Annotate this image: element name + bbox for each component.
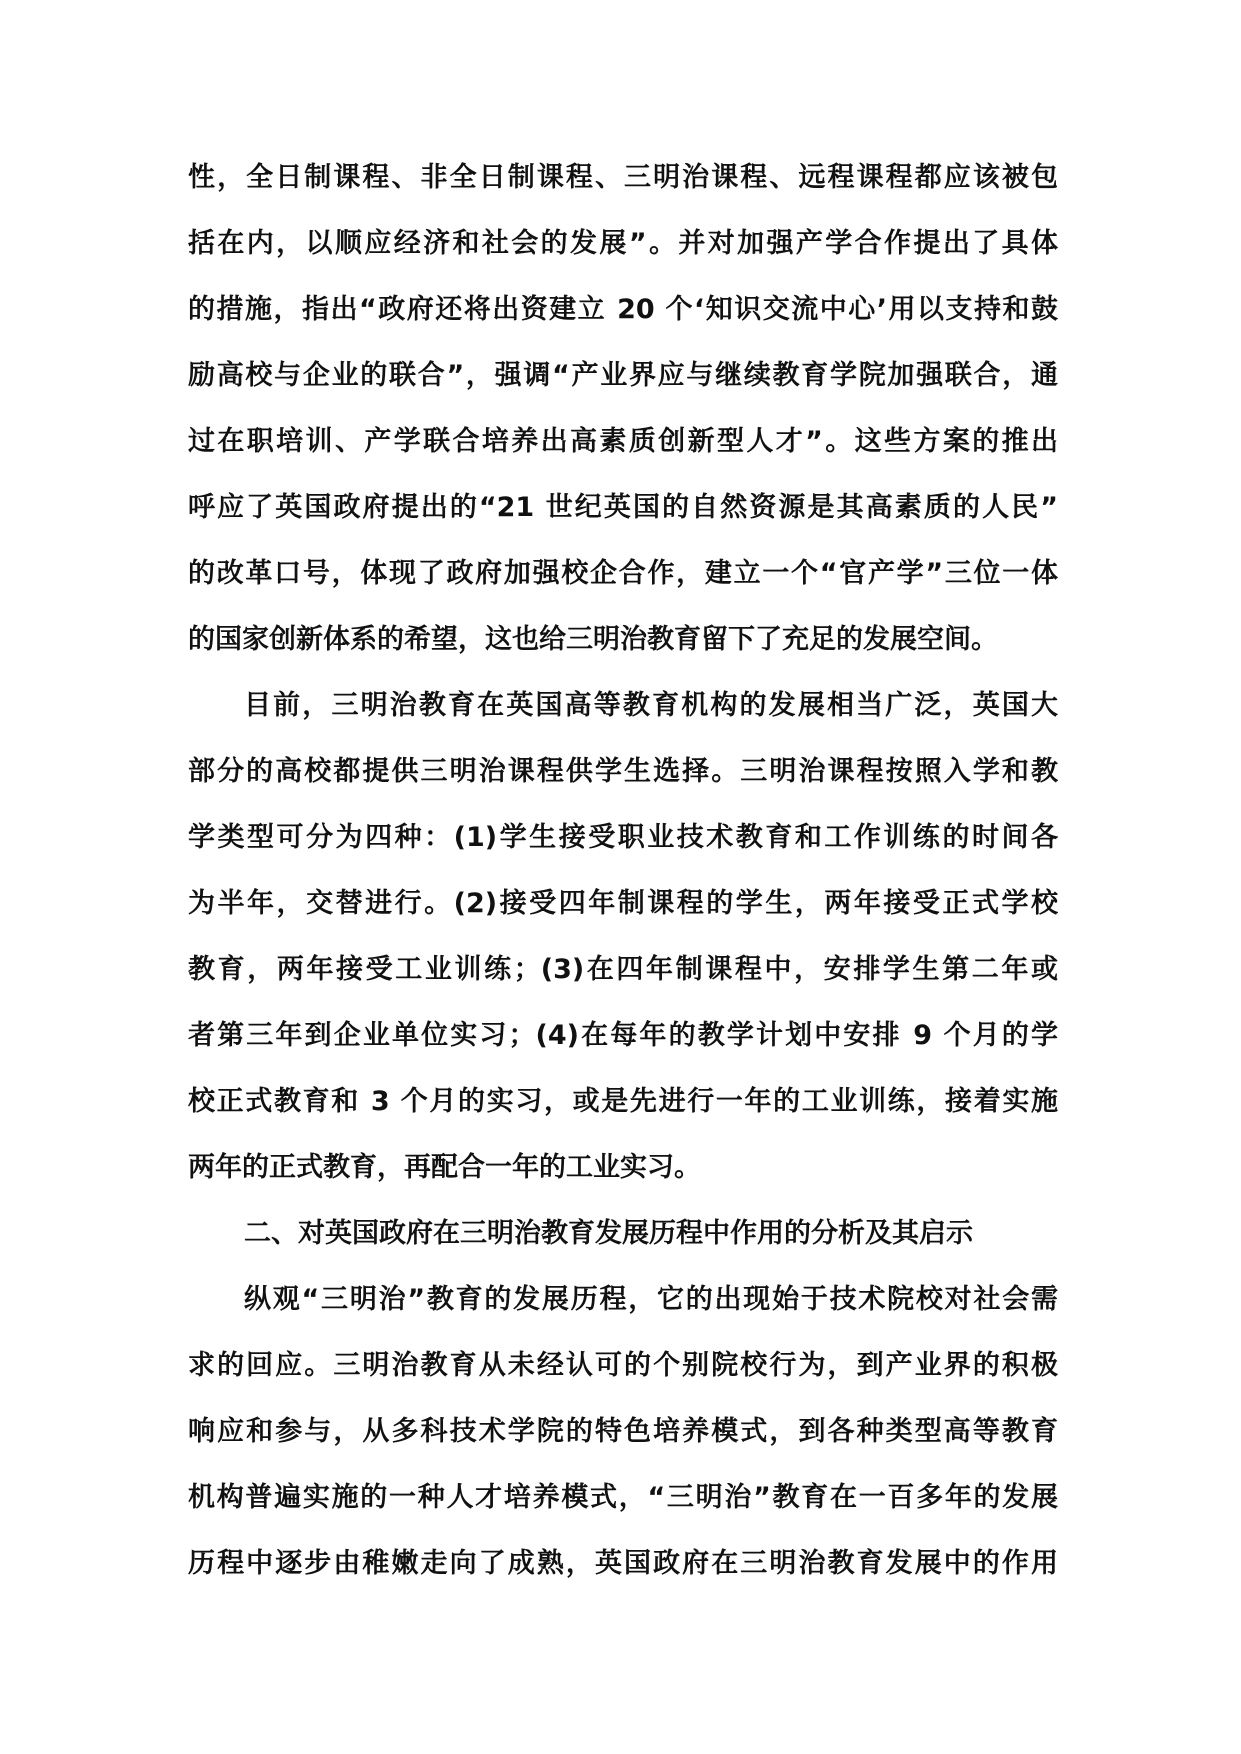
text-line: 性，全日制课程、非全日制课程、三明治课程、远程课程都应该被包	[188, 162, 1058, 193]
text-line: 求的回应。三明治教育从未经认可的个别院校行为，到产业界的积极	[188, 1350, 1058, 1381]
document-body	[188, 158, 1058, 1610]
text-line: 励高校与企业的联合”，强调“产业界应与继续教育学院加强联合，通	[188, 360, 1058, 391]
text-line: 过在职培训、产学联合培养出高素质创新型人才”。这些方案的推出	[188, 426, 1058, 457]
text-line: 为半年，交替进行。(2)接受四年制课程的学生，两年接受正式学校	[188, 888, 1058, 919]
text-line: 者第三年到企业单位实习；(4)在每年的教学计划中安排 9 个月的学	[188, 1020, 1058, 1051]
text-line: 的措施，指出“政府还将出资建立 20 个‘知识交流中心’用以支持和鼓	[188, 294, 1058, 325]
text-line: 括在内，以顺应经济和社会的发展”。并对加强产学合作提出了具体	[188, 228, 1058, 259]
text-line: 两年的正式教育，再配合一年的工业实习。	[188, 1152, 701, 1183]
text-line: 响应和参与，从多科技术学院的特色培养模式，到各种类型高等教育	[188, 1416, 1058, 1447]
paragraph-start-line: 目前，三明治教育在英国高等教育机构的发展相当广泛，英国大	[244, 690, 1058, 721]
text-line: 学类型可分为四种：(1)学生接受职业技术教育和工作训练的时间各	[188, 822, 1058, 853]
text-line: 历程中逐步由稚嫩走向了成熟，英国政府在三明治教育发展中的作用	[188, 1548, 1058, 1579]
text-line: 呼应了英国政府提出的“21 世纪英国的自然资源是其高素质的人民”	[188, 492, 1058, 523]
text-line: 部分的高校都提供三明治课程供学生选择。三明治课程按照入学和教	[188, 756, 1058, 787]
text-line: 的国家创新体系的希望，这也给三明治教育留下了充足的发展空间。	[188, 624, 998, 655]
text-line: 的改革口号，体现了政府加强校企合作，建立一个“官产学”三位一体	[188, 558, 1058, 589]
text-line: 校正式教育和 3 个月的实习，或是先进行一年的工业训练，接着实施	[188, 1086, 1058, 1117]
text-line: 教育，两年接受工业训练；(3)在四年制课程中，安排学生第二年或	[188, 954, 1058, 985]
text-line: 机构普遍实施的一种人才培养模式，“三明治”教育在一百多年的发展	[188, 1482, 1058, 1513]
paragraph-start-line: 纵观“三明治”教育的发展历程，它的出现始于技术院校对社会需	[244, 1284, 1058, 1315]
section-heading: 二、对英国政府在三明治教育发展历程中作用的分析及其启示	[244, 1218, 973, 1249]
